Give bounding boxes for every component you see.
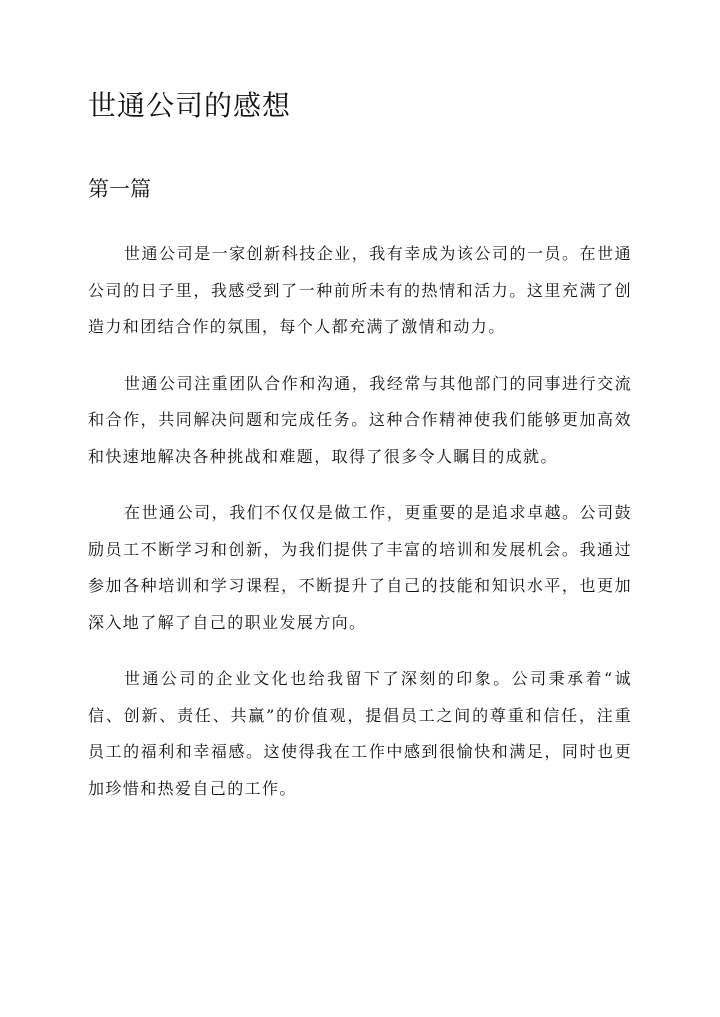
document-body xyxy=(88,236,632,827)
section-title: 第一篇 xyxy=(88,177,151,201)
document-title: 世通公司的感想 xyxy=(88,89,292,122)
paragraph-2: 世通公司注重团队合作和沟通，我经常与其他部门的同事进行交流和合作，共同解决问题和完成任务。这种合作精神使我们能够更加高效和快速地解决各种挑战和难题，取得了很多令人瞩目的成就。 xyxy=(88,373,632,466)
paragraph-1: 世通公司是一家创新科技企业，我有幸成为该公司的一员。在世通公司的日子里，我感受到了一种前所未有的热情和活力。这里充满了创造力和团结合作的氛围，每个人都充满了激情和动力。 xyxy=(88,244,632,336)
paragraph-3: 在世通公司，我们不仅仅是做工作，更重要的是追求卓越。公司鼓励员工不断学习和创新，为我们提供了丰富的培训和发展机会。我通过参加各种培训和学习课程，不断提升了自己的技能和知识水平，也更加深入地了解了自己的职业发展方向。 xyxy=(88,503,632,632)
paragraph-4: 世通公司的企业文化也给我留下了深刻的印象。公司秉承着“诚信、创新、责任、共赢”的价值观，提倡员工之间的尊重和信任，注重员工的福利和幸福感。这使得我在工作中感到很愉快和满足，同时也更加珍惜和热爱自己的工作。 xyxy=(88,669,632,798)
